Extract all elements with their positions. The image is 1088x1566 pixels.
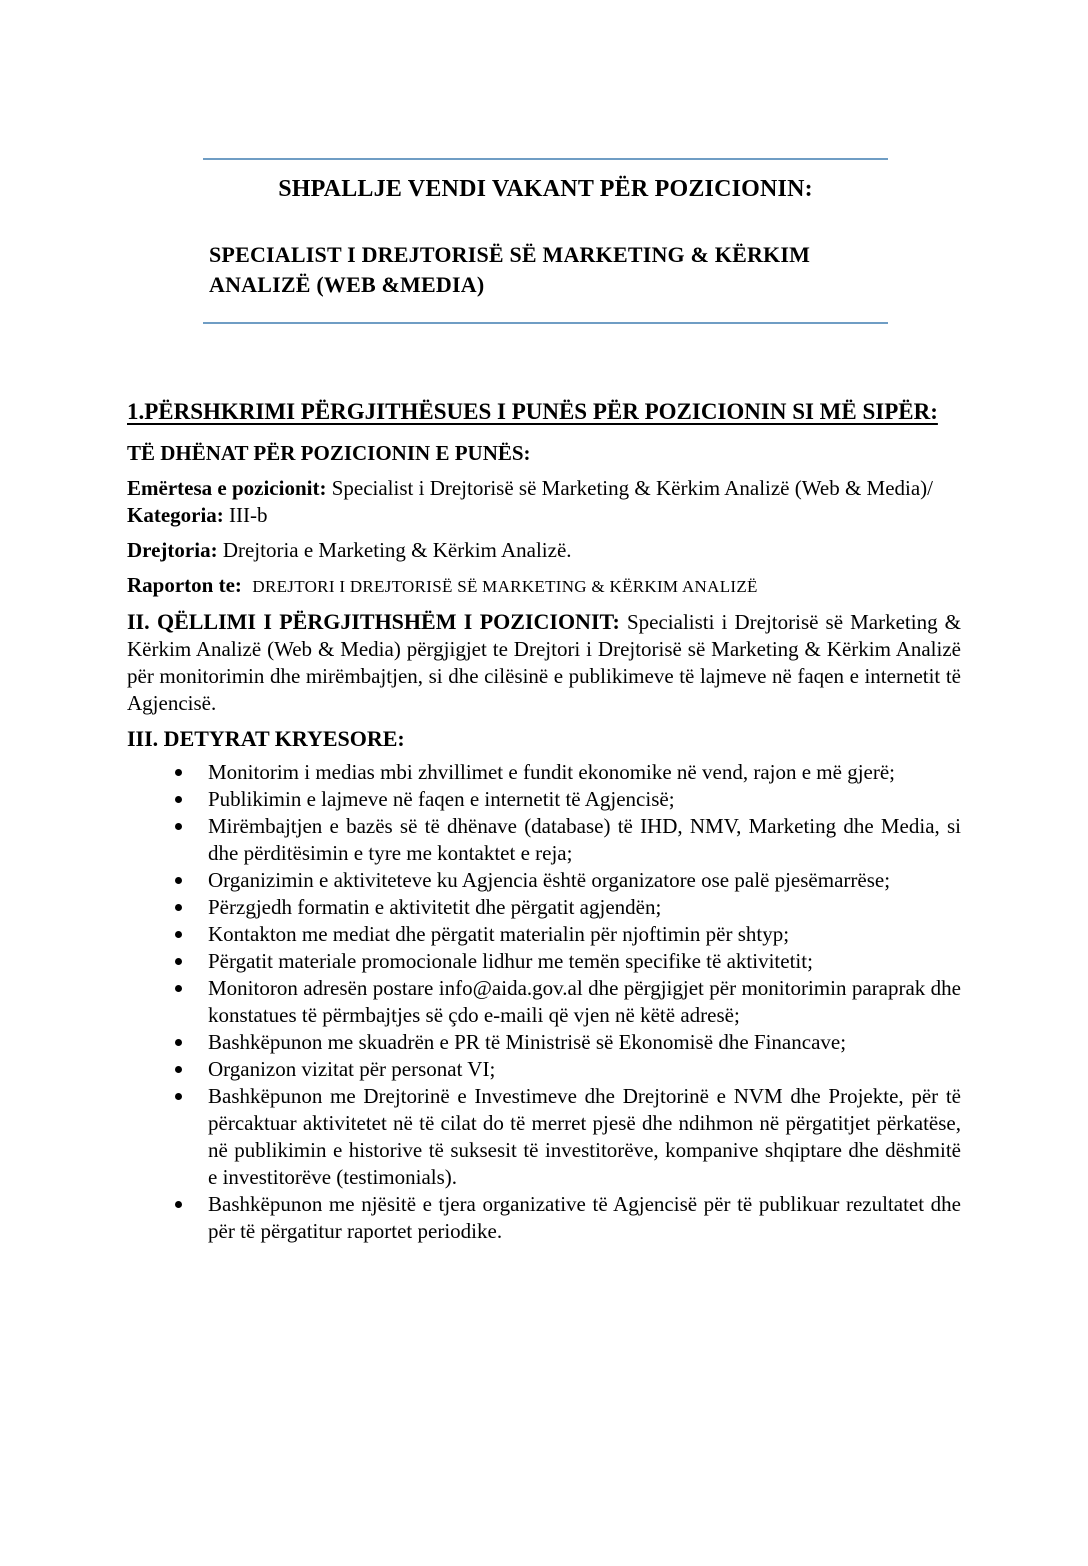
- reports-to-label: Raporton te:: [127, 573, 242, 597]
- title-block: [203, 158, 888, 324]
- tasks-heading: III. DETYRAT KRYESORE:: [127, 726, 405, 751]
- task-item: Bashkëpunon me njësitë e tjera organizative të Agjencisë për të publikuar rezultatet dhe për të përgatitur raportet periodike.: [127, 1191, 961, 1245]
- category-value: III-b: [229, 503, 268, 527]
- directorate-value: Drejtoria e Marketing & Kërkim Analizë.: [222, 538, 572, 562]
- directorate-row: [127, 537, 961, 564]
- task-item: Përgatit materiale promocionale lidhur me temën specifike të aktivitetit;: [127, 948, 961, 975]
- task-item: Përzgjedh formatin e aktivitetit dhe përgatit agjendën;: [127, 894, 961, 921]
- position-name-row: [127, 475, 961, 529]
- directorate-label: Drejtoria:: [127, 538, 218, 562]
- task-item: Kontakton me mediat dhe përgatit materialin për njoftimin për shtyp;: [127, 921, 961, 948]
- document-page: [0, 158, 1088, 1245]
- task-item: Publikimin e lajmeve në faqen e internetit të Agjencisë;: [127, 786, 961, 813]
- position-name-label: Emërtesa e pozicionit:: [127, 476, 327, 500]
- position-data-subheading: TË DHËNAT PËR POZICIONIN E PUNËS:: [127, 441, 531, 465]
- section-heading-overview: 1.PËRSHKRIMI PËRGJITHËSUES I PUNËS PËR POZICIONIN SI MË SIPËR:: [127, 399, 938, 424]
- task-item: Bashkëpunon me skuadrën e PR të Ministrisë së Ekonomisë dhe Financave;: [127, 1029, 961, 1056]
- category-label: Kategoria:: [127, 503, 224, 527]
- tasks-heading-row: [127, 725, 961, 753]
- tasks-list: [127, 759, 961, 1245]
- task-item: Bashkëpunon me Drejtorinë e Investimeve dhe Drejtorinë e NVM dhe Projekte, për të përcaktuar aktivitetet në të cilat do të merret pjesë dhe ndihmon në përgatitjet përkatëse, në publikimin e historive të suksesit të investitorëve, kompanive shqiptare dhe dëshmitë e investitorëve (testimonials).: [127, 1083, 961, 1191]
- reports-to-value: DREJTORI I DREJTORISË SË MARKETING & KËRKIM ANALIZË: [252, 577, 758, 596]
- document-title: SHPALLJE VENDI VAKANT PËR POZICIONIN:: [278, 176, 813, 202]
- reports-to-row: [127, 572, 961, 600]
- task-item: Monitorim i medias mbi zhvillimet e fundit ekonomike në vend, rajon e më gjerë;: [127, 759, 961, 786]
- task-item: Organizimin e aktiviteteve ku Agjencia është organizatore ose palë pjesëmarrëse;: [127, 867, 961, 894]
- purpose-body: Specialisti i Drejtorisë së Marketing & Kërkim Analizë (Web & Media) përgjigjet te Drejtori i Drejtorisë së Marketing & Kërkim Analizë për monitorimin dhe mirëmbajtjen, si dhe cilësinë e publikimeve të lajmeve në faqen e internetit të Agjencisë.: [127, 610, 962, 715]
- position-name-value: Specialist i Drejtorisë së Marketing & Kërkim Analizë (Web & Media)/: [331, 476, 934, 500]
- task-item: Mirëmbajtjen e bazës së të dhënave (database) të IHD, NMV, Marketing dhe Media, si dhe përditësimin e tyre me kontaktet e reja;: [127, 813, 961, 867]
- purpose-heading: II. QËLLIMI I PËRGJITHSHËM I POZICIONIT:: [127, 609, 620, 634]
- task-item: Organizon vizitat për personat VI;: [127, 1056, 961, 1083]
- purpose-paragraph: [127, 608, 961, 717]
- task-item: Monitoron adresën postare info@aida.gov.al dhe përgjigjet për monitorimin paraprak dhe konstatues të përmbajtjes së çdo e-maili që vjen në këtë adresë;: [127, 975, 961, 1029]
- document-subtitle: SPECIALIST I DREJTORISË SË MARKETING & KËRKIM ANALIZË (WEB &MEDIA): [209, 242, 811, 297]
